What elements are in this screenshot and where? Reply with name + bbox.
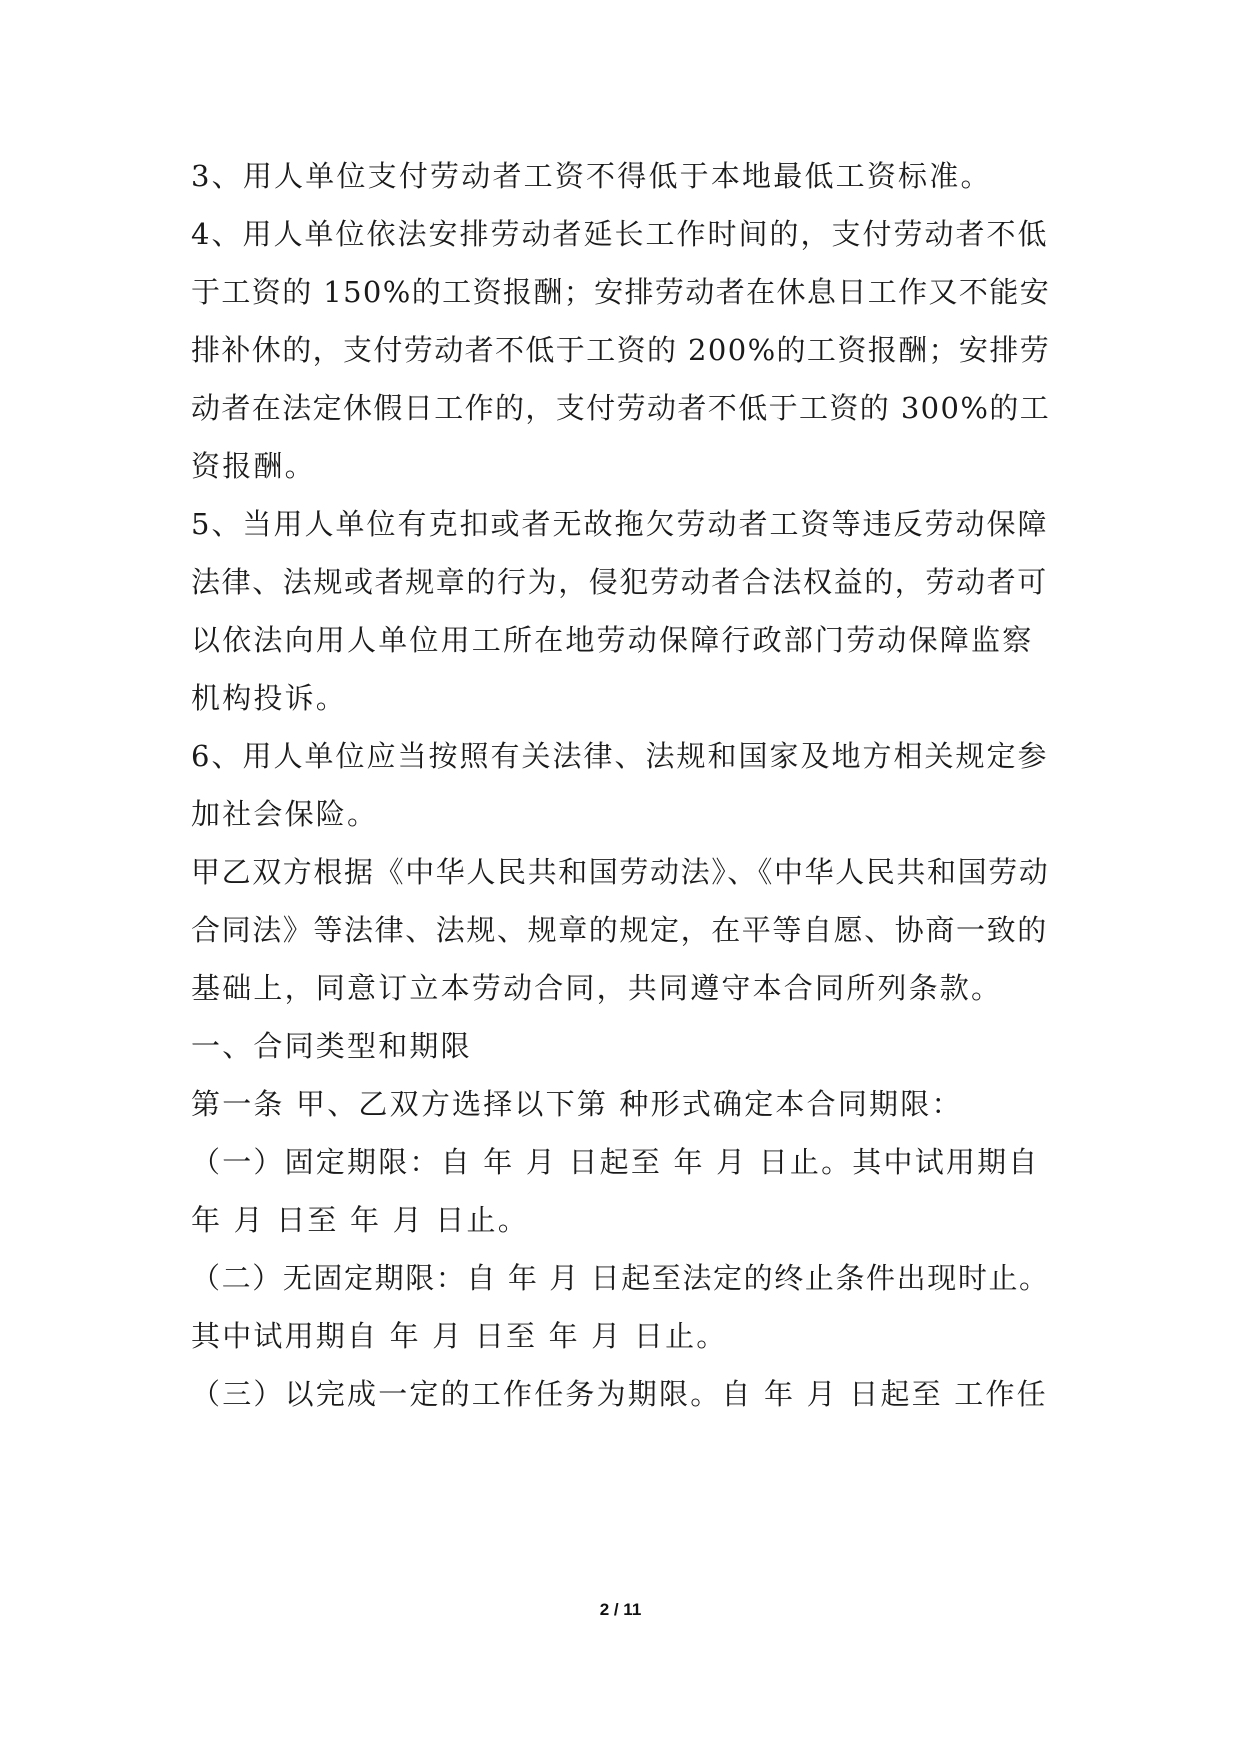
text-line: 3、用人单位支付劳动者工资不得低于本地最低工资标准。 bbox=[191, 159, 992, 193]
text-line: 排补休的，支付劳动者不低于工资的 200%的工资报酬；安排劳 bbox=[191, 333, 1051, 367]
text-line: 其中试用期自 年 月 日至 年 月 日止。 bbox=[191, 1319, 728, 1353]
text-line: 4、用人单位依法安排劳动者延长工作时间的，支付劳动者不低 bbox=[191, 217, 1049, 251]
text-line: 加社会保险。 bbox=[191, 797, 379, 831]
text-line: 资报酬。 bbox=[191, 449, 316, 483]
section-heading: 一、合同类型和期限 bbox=[191, 1029, 472, 1063]
text-line: 第一条 甲、乙双方选择以下第 种形式确定本合同期限： bbox=[191, 1087, 963, 1121]
text-line: 合同法》等法律、法规、规章的规定，在平等自愿、协商一致的 bbox=[191, 913, 1048, 947]
text-line: 动者在法定休假日工作的，支付劳动者不低于工资的 300%的工 bbox=[191, 391, 1051, 425]
text-line: 基础上，同意订立本劳动合同，共同遵守本合同所列条款。 bbox=[191, 971, 1003, 1005]
text-line: 年 月 日至 年 月 日止。 bbox=[191, 1203, 529, 1237]
text-line: 以依法向用人单位用工所在地劳动保障行政部门劳动保障监察 bbox=[191, 623, 1034, 657]
page-number: 2 / 11 bbox=[599, 1600, 642, 1619]
text-line: （二）无固定期限：自 年 月 日起至法定的终止条件出现时止。 bbox=[191, 1261, 1050, 1295]
text-line: 5、当用人单位有克扣或者无故拖欠劳动者工资等违反劳动保障 bbox=[191, 507, 1049, 541]
text-line: 甲乙双方根据《中华人民共和国劳动法》、《中华人民共和国劳动 bbox=[191, 855, 1050, 889]
text-line: （一）固定期限：自 年 月 日起至 年 月 日止。其中试用期自 bbox=[191, 1145, 1040, 1179]
text-line: 于工资的 150%的工资报酬；安排劳动者在休息日工作又不能安 bbox=[191, 275, 1051, 309]
text-line: 机构投诉。 bbox=[191, 681, 348, 715]
text-line: （三）以完成一定的工作任务为期限。自 年 月 日起至 工作任 bbox=[191, 1377, 1048, 1411]
text-line: 法律、法规或者规章的行为，侵犯劳动者合法权益的，劳动者可 bbox=[191, 565, 1048, 599]
text-line: 6、用人单位应当按照有关法律、法规和国家及地方相关规定参 bbox=[191, 739, 1049, 773]
